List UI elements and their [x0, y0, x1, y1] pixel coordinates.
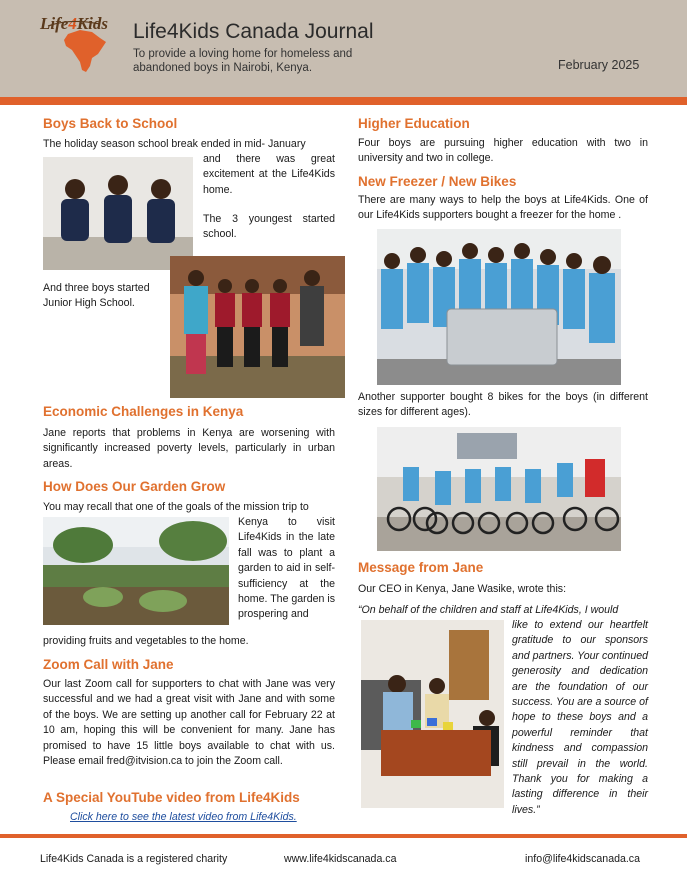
tagline: To provide a loving home for homeless and abandoned boys in Nairobi, Kenya.	[133, 48, 353, 74]
photo-junior-high-boys	[170, 256, 345, 398]
freezer-body: There are many ways to help the boys at Life4Kids. One of our Life4Kids supporters bought a freezer for the home .	[358, 194, 648, 222]
africa-map-icon	[40, 14, 128, 78]
heading-youtube-video: A Special YouTube video from Life4Kids	[43, 790, 300, 805]
heading-boys-back-to-school: Boys Back to School	[43, 116, 178, 131]
photo-boys-with-freezer	[377, 229, 621, 385]
back-to-school-youngest: The 3 youngest started school.	[203, 213, 335, 241]
garden-intro: You may recall that one of the goals of the mission trip to	[43, 501, 309, 513]
logo-wordmark: Life4Kids	[40, 14, 109, 33]
heading-higher-education: Higher Education	[358, 116, 470, 131]
garden-body: Kenya to visit Life4Kids in the late fall was to plant a garden to aid in self-sufficiency at the home. The garden is prospering and	[238, 516, 335, 621]
website-link[interactable]: www.life4kidscanada.ca	[284, 853, 397, 865]
photo-jane-with-children	[361, 620, 504, 808]
heading-message-from-jane: Message from Jane	[358, 560, 484, 575]
jane-quote-first-line: “On behalf of the children and staff at Life4Kids, I would	[358, 604, 619, 616]
header-divider	[0, 97, 687, 105]
photo-three-youngest-boys	[43, 157, 193, 270]
bikes-body: Another supporter bought 8 bikes for the boys (in different sizes for different ages).	[358, 391, 648, 419]
email-link[interactable]: info@life4kidscanada.ca	[525, 853, 640, 865]
garden-end: providing fruits and vegetables to the home.	[43, 635, 249, 647]
zoom-call-body: Our last Zoom call for supporters to chat with Jane was very successful and we had a great visit with Jane and with some of the boys. We are setting up another call for February 22 at 10 am, hoping this will be convenient for many. Jane has promised to have 15 little boys available to chat with us. Please email fred@itvision.ca to join the Zoom call.	[43, 678, 335, 768]
back-to-school-intro: The holiday season school break ended in mid- January	[43, 138, 306, 150]
jane-quote-body: like to extend our heartfelt gratitude to our sponsors and partners. Your continued generosity and dedication are the foundation of our success. You are a source of hope to these boys and a powerful reminder that kindness and compassion still prevail in the world. Thank you for making a lasting difference in their lives.”	[512, 619, 648, 816]
photo-boys-with-bikes	[377, 427, 621, 551]
higher-education-body: Four boys are pursuing higher education with two in university and two in college.	[358, 137, 648, 165]
youtube-video-link[interactable]: Click here to see the latest video from Life4Kids.	[70, 811, 297, 823]
masthead	[0, 0, 687, 97]
heading-garden: How Does Our Garden Grow	[43, 479, 226, 494]
heading-economic-challenges: Economic Challenges in Kenya	[43, 404, 244, 419]
issue-date: February 2025	[558, 58, 640, 72]
back-to-school-junior-high: And three boys started Junior High School.	[43, 282, 150, 310]
charity-notice: Life4Kids Canada is a registered charity	[40, 853, 228, 865]
journal-title: Life4Kids Canada Journal	[133, 20, 374, 43]
heading-freezer-bikes: New Freezer / New Bikes	[358, 174, 517, 189]
life4kids-logo	[40, 14, 128, 78]
back-to-school-excitement: and there was great excitement at the Life4Kids home.	[203, 153, 335, 196]
photo-garden	[43, 517, 229, 625]
economic-challenges-body: Jane reports that problems in Kenya are worsening with significantly increased poverty levels, particularly in urban areas.	[43, 427, 335, 470]
footer-divider	[0, 834, 687, 838]
heading-zoom-call: Zoom Call with Jane	[43, 657, 174, 672]
jane-intro: Our CEO in Kenya, Jane Wasike, wrote this:	[358, 583, 567, 595]
